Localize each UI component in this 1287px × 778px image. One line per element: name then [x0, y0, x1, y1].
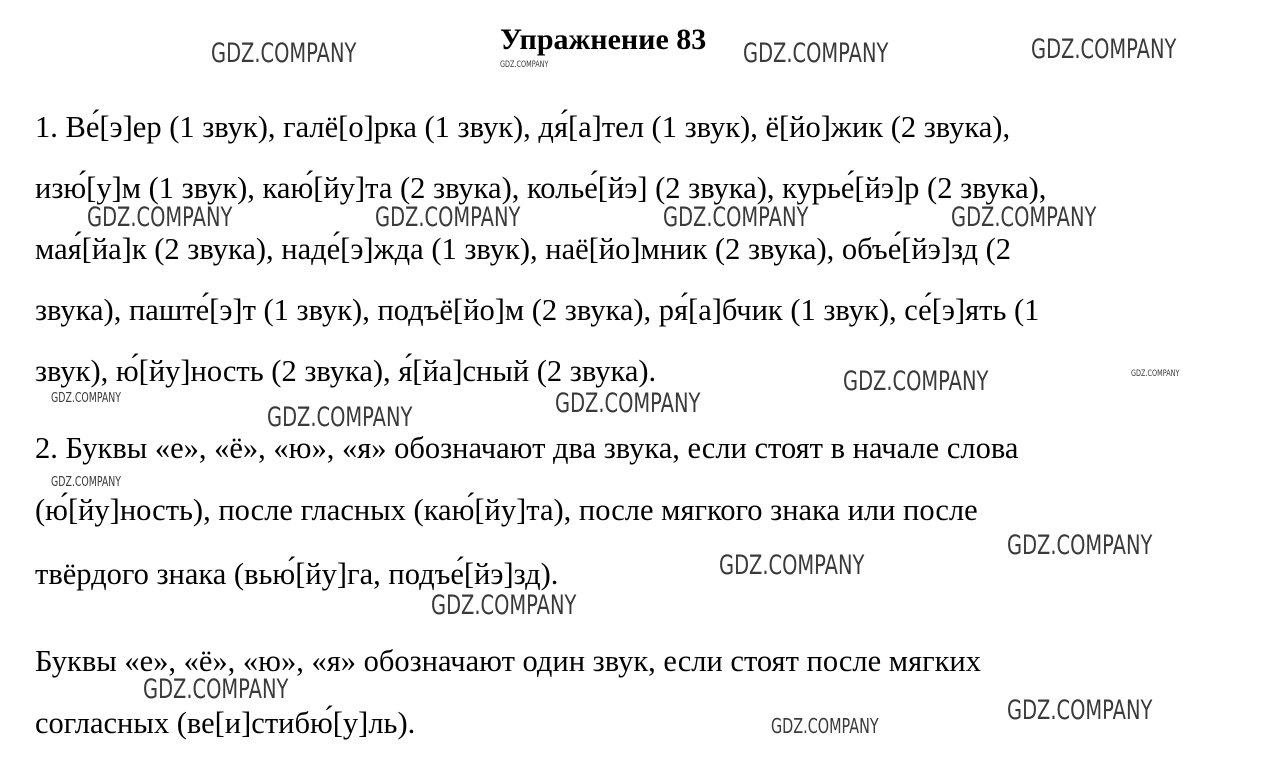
answer-line: изю́[у]м (1 звук), каю́[йу]та (2 звука), колье́[йэ] (2 звука), курье́[йэ]р (2 звука), — [35, 171, 1047, 205]
watermark: GDZ.COMPANY — [771, 714, 879, 738]
watermark: GDZ.COMPANY — [663, 202, 809, 233]
answer-line: 1. Ве́[э]ер (1 звук), галё[о]рка (1 звук), дя́[а]тел (1 звук), ё[йо]жик (2 звука), — [35, 110, 1011, 144]
watermark: GDZ.COMPANY — [51, 391, 121, 406]
watermark: GDZ.COMPANY — [719, 550, 865, 581]
watermark: GDZ.COMPANY — [1131, 369, 1180, 379]
watermark: GDZ.COMPANY — [1007, 530, 1153, 561]
rule-line: (ю́[йу]ность), после гласных (каю́[йу]та), после мягкого знака или после — [35, 493, 978, 527]
watermark: GDZ.COMPANY — [431, 590, 577, 621]
watermark: GDZ.COMPANY — [500, 60, 549, 70]
watermark: GDZ.COMPANY — [143, 674, 289, 705]
watermark: GDZ.COMPANY — [211, 38, 357, 69]
watermark: GDZ.COMPANY — [51, 475, 121, 490]
watermark: GDZ.COMPANY — [843, 366, 989, 397]
watermark: GDZ.COMPANY — [375, 202, 521, 233]
answer-line: звук), ю́[йу]ность (2 звука), я́[йа]сный (2 звука). — [35, 354, 657, 388]
watermark: GDZ.COMPANY — [267, 402, 413, 433]
watermark: GDZ.COMPANY — [1031, 34, 1177, 65]
watermark: GDZ.COMPANY — [87, 202, 233, 233]
watermark: GDZ.COMPANY — [743, 38, 889, 69]
rule-line: твёрдого знака (вью́[йу]га, подъе́[йэ]зд). — [35, 557, 559, 591]
rule-line: согласных (ве[и]стибю́[у]ль). — [35, 706, 416, 740]
answer-line: звука), паште́[э]т (1 звук), подъё[йо]м (2 звука), ря́[а]бчик (1 звук), се́[э]ять (1 — [35, 293, 1040, 327]
answer-line: мая́[йа]к (2 звука), наде́[э]жда (1 звук), наё[йо]мник (2 звука), объе́[йэ]зд (2 — [35, 232, 1011, 266]
watermark: GDZ.COMPANY — [555, 388, 701, 419]
rule-line: 2. Буквы «е», «ё», «ю», «я» обозначают два звука, если стоят в начале слова — [35, 431, 1019, 465]
watermark: GDZ.COMPANY — [1007, 695, 1153, 726]
exercise-title: Упражнение 83 — [500, 23, 707, 56]
rule-line: Буквы «е», «ё», «ю», «я» обозначают один звук, если стоят после мягких — [35, 644, 982, 678]
watermark: GDZ.COMPANY — [951, 202, 1097, 233]
